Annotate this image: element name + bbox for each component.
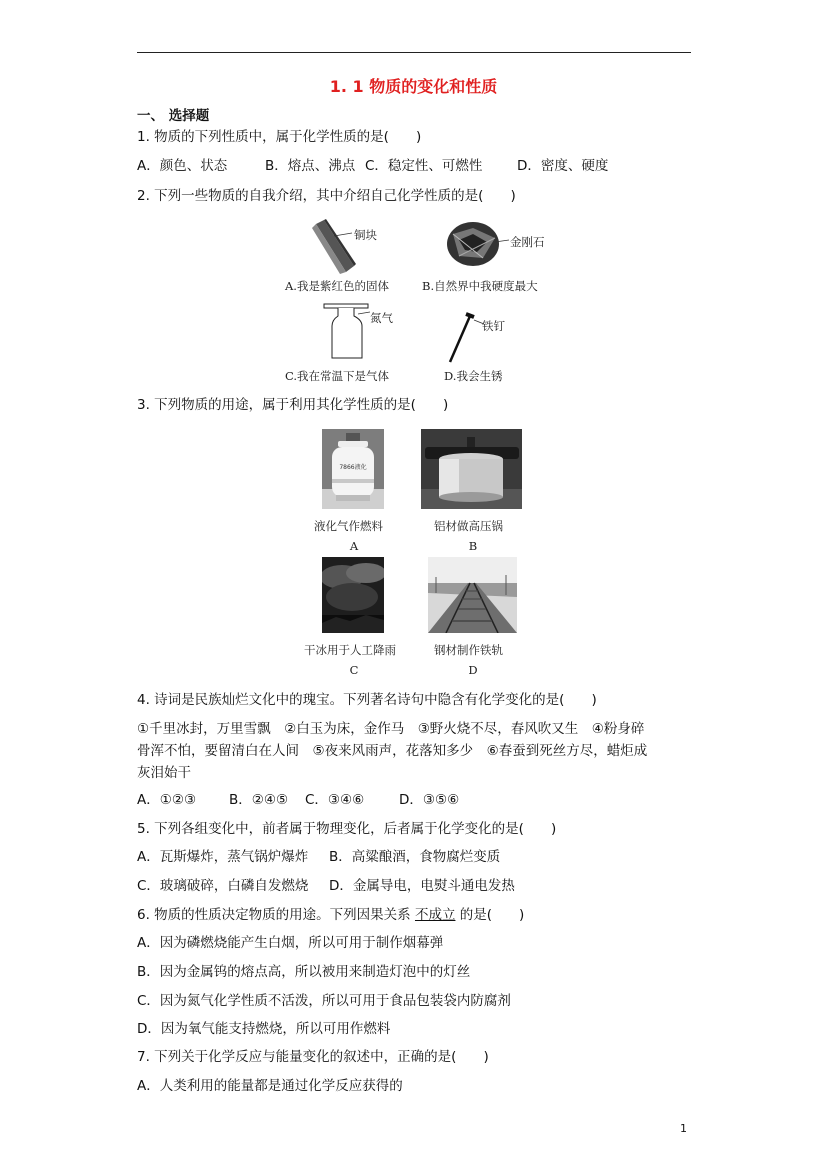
question-4-stem: 4. 诗词是民族灿烂文化中的瑰宝。下列著名诗句中隐含有化学变化的是( ): [137, 692, 597, 708]
leader-line-icon: [334, 230, 354, 240]
option-d: D．金属导电，电熨斗通电发热: [329, 878, 515, 894]
stem-text: 6. 物质的性质决定物质的用途。下列因果关系: [137, 907, 411, 923]
copper-block-illustration: [310, 218, 360, 276]
option-b: B．高粱酿酒，食物腐烂变质: [329, 849, 501, 865]
question-6-option-d: D．因为氧气能支持燃烧，所以可用作燃料: [137, 1021, 391, 1037]
option-d: D．密度、硬度: [517, 158, 609, 174]
header-rule: [137, 52, 691, 53]
stem-text-end: 的是( ): [459, 907, 525, 923]
railway-track-photo: [428, 557, 517, 633]
question-1-stem: 1. 物质的下列性质中，属于化学性质的是( ): [137, 129, 422, 145]
underlined-keyword: 不成立: [414, 907, 456, 923]
letter-q3-d: D: [468, 663, 478, 677]
page-number: 1: [680, 1122, 687, 1135]
lpg-tank-photo: [322, 429, 384, 509]
option-a: A．颜色、状态: [137, 158, 228, 174]
letter-q3-b: B: [468, 539, 478, 553]
caption-q2-d: D.我会生锈: [444, 369, 503, 383]
iron-nail-illustration: [440, 308, 490, 366]
tank-label-text: 7866液化: [339, 464, 367, 471]
question-7-stem: 7. 下列关于化学反应与能量变化的叙述中，正确的是( ): [137, 1049, 489, 1065]
label-copper: 铜块: [354, 228, 377, 242]
question-6-stem: [137, 905, 524, 925]
option-b: B．②④⑤: [229, 792, 289, 808]
option-a: A．①②③: [137, 792, 197, 808]
question-2-stem: 2. 下列一些物质的自我介绍，其中介绍自己化学性质的是( ): [137, 188, 516, 204]
question-5-options-row-1: [137, 847, 500, 867]
question-1-options: [137, 156, 608, 176]
option-c: C．③④⑥: [305, 792, 365, 808]
pressure-cooker-photo: [421, 429, 522, 509]
option-c: C．玻璃破碎，白磷自发燃烧: [137, 878, 309, 894]
caption-q3-b: 铝材做高压锅: [434, 519, 503, 533]
option-d: D．③⑤⑥: [399, 792, 460, 808]
option-c: C．稳定性、可燃性: [365, 158, 483, 174]
letter-q3-c: C: [349, 663, 359, 677]
page-title: 1. 1 物质的变化和性质: [329, 77, 498, 96]
option-b: B．熔点、沸点: [265, 158, 356, 174]
label-iron-nail: 铁钉: [482, 319, 505, 333]
question-4-poems-line-3: 灰泪始干: [137, 765, 191, 781]
caption-q2-b: B.自然界中我硬度最大: [422, 279, 538, 293]
question-7-option-a: A．人类利用的能量都是通过化学反应获得的: [137, 1078, 403, 1094]
caption-q3-d: 钢材制作铁轨: [434, 643, 503, 657]
question-3-stem: 3. 下列物质的用途，属于利用其化学性质的是( ): [137, 397, 449, 413]
caption-q2-a: A.我是紫红色的固体: [285, 279, 389, 293]
question-6-option-a: A．因为磷燃烧能产生白烟，所以可用于制作烟幕弹: [137, 935, 444, 951]
caption-q3-a: 液化气作燃料: [314, 519, 383, 533]
diamond-illustration: [443, 220, 509, 268]
label-nitrogen: 氮气: [370, 311, 393, 325]
question-6-option-c: C．因为氮气化学性质不活泼，所以可用于食品包装袋内防腐剂: [137, 993, 511, 1009]
question-6-option-b: B．因为金属钨的熔点高，所以被用来制造灯泡中的灯丝: [137, 964, 471, 980]
question-4-poems-line-2: 骨浑不怕，要留清白在人间 ⑤夜来风雨声，花落知多少 ⑥春蚕到死丝方尽，蜡炬成: [137, 743, 648, 759]
caption-q2-c: C.我在常温下是气体: [285, 369, 390, 383]
cloud-rain-photo: [322, 557, 384, 633]
option-a: A．瓦斯爆炸，蒸气锅炉爆炸: [137, 849, 309, 865]
question-4-options: [137, 790, 459, 810]
letter-q3-a: A: [349, 539, 359, 553]
label-diamond: 金刚石: [510, 235, 545, 249]
question-5-options-row-2: [137, 876, 515, 896]
question-5-stem: 5. 下列各组变化中，前者属于物理变化，后者属于化学变化的是( ): [137, 821, 557, 837]
section-heading: 一、 选择题: [137, 108, 210, 124]
question-4-poems-line-1: ①千里冰封，万里雪飘 ②白玉为床，金作马 ③野火烧不尽，春风吹又生 ④粉身碎: [137, 721, 645, 737]
caption-q3-c: 干冰用于人工降雨: [304, 643, 396, 657]
